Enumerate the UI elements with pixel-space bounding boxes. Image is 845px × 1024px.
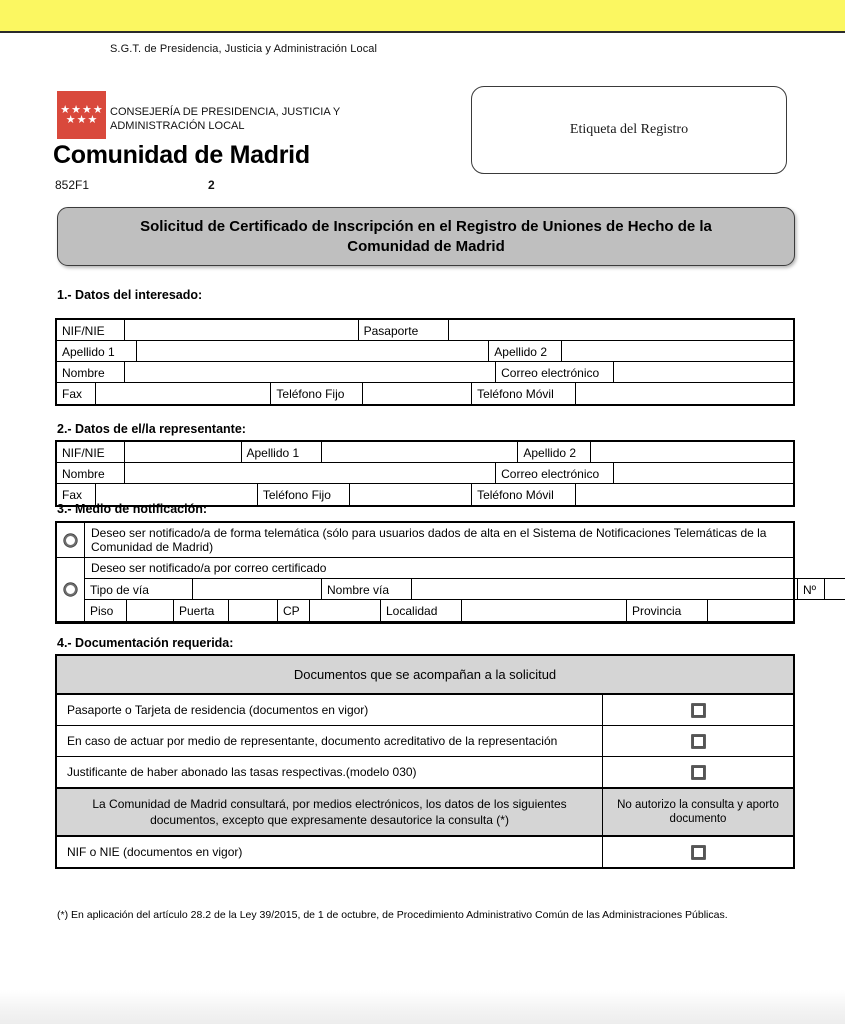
- notification-option-1-label: Deseo ser notificado/a de forma telemática (sólo para usuarios dados de alta en el Sistema de Notificaciones Telemáticas de la Comunidad de Madrid): [91, 526, 767, 554]
- field-input[interactable]: [412, 579, 798, 599]
- checkbox-icon[interactable]: [692, 704, 705, 717]
- form-title-text: Solicitud de Certificado de Inscripción en el Registro de Uniones de Hecho de la Comunidad de Madrid: [140, 217, 712, 255]
- field-label-tel-fono-m-vil: Teléfono Móvil: [472, 484, 576, 505]
- field-input[interactable]: [562, 341, 793, 361]
- field-input[interactable]: [591, 442, 793, 462]
- section-4-documents-table: [55, 654, 795, 869]
- field-label-nombre: Nombre: [57, 362, 125, 382]
- checkbox-icon[interactable]: [692, 766, 705, 779]
- field-input[interactable]: [125, 442, 242, 462]
- form-row: [57, 341, 793, 362]
- footnote-text: (*) En aplicación del artículo 28.2 de la Ley 39/2015, de 1 de octubre, de Procedimiento Administrativo Común de las Administraciones Públicas.: [57, 909, 728, 921]
- field-input[interactable]: [708, 600, 845, 621]
- field-input[interactable]: [462, 600, 627, 621]
- registry-label-text: Etiqueta del Registro: [569, 122, 689, 137]
- form-row: [57, 442, 793, 463]
- documents-table-header-text: Documentos que se acompañan a la solicitud: [57, 656, 793, 693]
- field-label-nif-nie: NIF/NIE: [57, 442, 125, 462]
- registry-label-box: [471, 86, 787, 174]
- field-label-correo-electr-nico: Correo electrónico: [496, 463, 614, 483]
- field-label-apellido-1: Apellido 1: [57, 341, 137, 361]
- madrid-flag-logo-icon: [57, 91, 106, 139]
- field-label-apellido-2: Apellido 2: [518, 442, 591, 462]
- notification-option-row-2[interactable]: [57, 558, 817, 622]
- field-label-puerta: Puerta: [174, 600, 229, 621]
- notification-option-2-label: Deseo ser notificado/a por correo certificado: [85, 558, 845, 579]
- checkbox-icon[interactable]: [692, 846, 705, 859]
- field-label-localidad: Localidad: [381, 600, 462, 621]
- star-icon: ★: [60, 103, 71, 116]
- field-label-fax: Fax: [57, 484, 96, 505]
- field-input[interactable]: [825, 579, 845, 599]
- section-2-heading: 2.- Datos de el/la representante:: [57, 422, 246, 436]
- consent-notice-label: La Comunidad de Madrid consultará, por medios electrónicos, los datos de los siguientes documentos, excepto que expresamente desautorice la consulta (*): [57, 789, 603, 835]
- form-row: [85, 579, 845, 600]
- field-label-nombre-v-a: Nombre vía: [322, 579, 412, 599]
- document-item-3-checkbox-cell[interactable]: [603, 757, 793, 787]
- star-icon: ★: [71, 103, 81, 116]
- top-yellow-banner: [0, 0, 845, 33]
- postal-option-block: [85, 558, 845, 621]
- field-input[interactable]: [350, 484, 472, 505]
- header-department: [110, 105, 440, 133]
- field-label-provincia: Provincia: [627, 600, 708, 621]
- form-row: [85, 600, 845, 621]
- field-input[interactable]: [310, 600, 381, 621]
- consent-item-1-label: NIF o NIE (documentos en vigor): [57, 837, 603, 867]
- document-item-2-row[interactable]: [57, 726, 793, 757]
- field-label-piso: Piso: [85, 600, 127, 621]
- document-item-1-checkbox-cell[interactable]: [603, 695, 793, 725]
- documents-table-header-row: [57, 656, 793, 695]
- document-body: [0, 35, 845, 990]
- page-bottom-fade: [0, 990, 845, 1024]
- field-label-tel-fono-m-vil: Teléfono Móvil: [472, 383, 576, 404]
- document-item-3-label: Justificante de haber abonado las tasas respectivas.(modelo 030): [57, 757, 603, 787]
- field-label-tel-fono-fijo: Teléfono Fijo: [258, 484, 350, 505]
- field-label-fax: Fax: [57, 383, 96, 404]
- document-item-3-row[interactable]: [57, 757, 793, 789]
- document-item-2-label: En caso de actuar por medio de representante, documento acreditativo de la representación: [57, 726, 603, 756]
- field-input[interactable]: [125, 463, 496, 483]
- field-label-nombre: Nombre: [57, 463, 125, 483]
- document-item-1-label: Pasaporte o Tarjeta de residencia (documentos en vigor): [57, 695, 603, 725]
- department-line-1: CONSEJERÍA DE PRESIDENCIA, JUSTICIA Y: [110, 106, 341, 118]
- address-subgrid: [85, 579, 845, 621]
- field-label-correo-electr-nico: Correo electrónico: [496, 362, 614, 382]
- field-label-tipo-de-v-a: Tipo de vía: [85, 579, 193, 599]
- radio-telematic-cell[interactable]: [57, 523, 85, 557]
- star-icon: ★: [87, 113, 98, 126]
- radio-button-icon[interactable]: [64, 534, 77, 547]
- field-input[interactable]: [576, 484, 793, 505]
- section-1-heading: 1.- Datos del interesado:: [57, 288, 203, 302]
- field-input[interactable]: [363, 383, 472, 404]
- form-row: [57, 362, 793, 383]
- field-label-cp: CP: [278, 600, 310, 621]
- field-label-apellido-2: Apellido 2: [489, 341, 562, 361]
- field-input[interactable]: [614, 362, 793, 382]
- consent-notice-right-label: No autorizo la consulta y aporto documento: [603, 789, 793, 835]
- brand-title: Comunidad de Madrid: [53, 141, 310, 169]
- consent-item-1-checkbox-cell[interactable]: [603, 837, 793, 867]
- notification-option-row-1[interactable]: [57, 523, 793, 558]
- field-label-apellido-1: Apellido 1: [242, 442, 322, 462]
- section-2-table: [55, 440, 795, 507]
- star-icon: ★: [76, 113, 87, 126]
- field-label-tel-fono-fijo: Teléfono Fijo: [271, 383, 363, 404]
- field-label-nif-nie: NIF/NIE: [57, 320, 125, 340]
- consent-notice-row: [57, 789, 793, 837]
- consent-item-1-row[interactable]: [57, 837, 793, 867]
- field-input[interactable]: [193, 579, 322, 599]
- form-row: [57, 320, 793, 341]
- radio-postal-cell[interactable]: [57, 558, 85, 621]
- department-line-2: ADMINISTRACIÓN LOCAL: [110, 120, 245, 132]
- document-item-1-row[interactable]: [57, 695, 793, 726]
- field-input[interactable]: [125, 362, 496, 382]
- star-icon: ★: [65, 113, 76, 126]
- field-input[interactable]: [125, 320, 359, 340]
- section-4-heading: 4.- Documentación requerida:: [57, 636, 234, 650]
- form-code: 852F1: [55, 178, 90, 192]
- field-input[interactable]: [127, 600, 174, 621]
- checkbox-icon[interactable]: [692, 735, 705, 748]
- field-input[interactable]: [449, 320, 793, 340]
- field-input[interactable]: [576, 383, 793, 404]
- form-row: [57, 383, 793, 404]
- section-3-table: [55, 521, 817, 624]
- header-subtitle: S.G.T. de Presidencia, Justicia y Administración Local: [110, 43, 378, 55]
- section-3-heading: 3.- Medio de notificación:: [57, 502, 208, 516]
- field-label-n: Nº: [798, 579, 825, 599]
- document-item-2-checkbox-cell[interactable]: [603, 726, 793, 756]
- radio-button-icon[interactable]: [64, 583, 77, 596]
- page-number: 2: [208, 178, 215, 192]
- star-icon: ★: [92, 103, 103, 116]
- field-label-pasaporte: Pasaporte: [359, 320, 449, 340]
- form-row: [57, 463, 793, 484]
- field-input[interactable]: [137, 341, 489, 361]
- section-1-table: [55, 318, 795, 406]
- field-input[interactable]: [229, 600, 278, 621]
- field-input[interactable]: [322, 442, 519, 462]
- star-row-bottom: [65, 113, 98, 126]
- form-title-banner: [57, 207, 795, 266]
- field-input[interactable]: [96, 383, 271, 404]
- star-icon: ★: [82, 103, 92, 116]
- field-input[interactable]: [614, 463, 793, 483]
